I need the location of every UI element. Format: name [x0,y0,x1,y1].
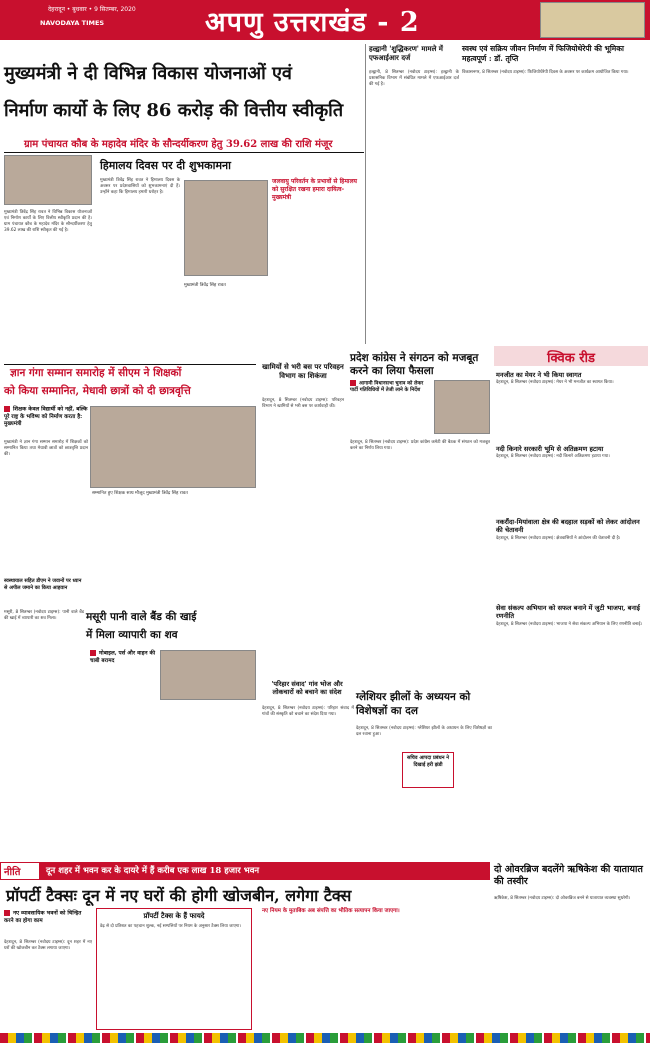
quick-item-1-head: मनजीत का मेयर ने भी किया स्वागत [496,371,582,379]
gyan-headline-2: को किया सम्मानित, मेधावी छात्रों को दी छात्रवृत्ति [4,385,191,397]
quick-item-3-body: देहरादून, 8 सितम्बर (नवोदय टाइम्स): क्षेत्रवासियों ने आंदोलन की चेतावनी दी है। [496,536,621,541]
neeti-label: नीति [4,867,21,878]
mussoorie-side-2-text: मोबाइल, पर्स और वाहन की चाबी बरामद [90,650,156,664]
property-box-body: डेढ़ से दो प्रतिशत का पहचान शुल्क, नई सम्पत्तियों पर नियम के अनुसार टैक्स लिया जाएगा। [100,924,242,929]
bullet-icon [350,380,356,386]
parihar-body: देहरादून, 8 सितम्बर (नवोदय टाइम्स): परिहार संवाद में गांवों की संस्कृति को बचाने का संदेश दिया गया। [262,706,354,717]
shuddhikaran-headline: हल्द्वानी 'शुद्धिकरण' मामले में एफआईआर दर्ज [369,44,443,62]
divider [4,152,364,153]
gyan-side-text: शिक्षक केवल विद्यार्थी को नहीं, बल्कि पूरे राष्ट्र के भविष्य को निर्माण करता है: मुख्यमंत्री [4,406,88,427]
himalaya-headline: हिमालय दिवस पर दी शुभकामना [100,159,231,172]
masthead-date: देहरादून • बुधवार • 9 सितम्बर, 2020 [48,6,136,13]
quick-item-2-head: नदी किनारे सरकारी भूमि से अतिक्रमण हटाया [496,445,604,453]
physio-body: विकासनगर, 8 सितम्बर (नवोदय टाइम्स): फिजियोथेरेपी दिवस के अवसर पर कार्यक्रम आयोजित किया गया। [462,70,629,75]
himalaya-subhead: जलवायु परिवर्तन के प्रभावों से हिमालय को सुरक्षित रखना हमारा दायित्व-मुख्यमंत्री [272,178,358,201]
bullet-icon [90,650,96,656]
congress-side [350,380,430,394]
himalaya-body: मुख्यमंत्री त्रिवेंद्र सिंह रावत ने हिमालय दिवस के अवसर पर प्रदेशवासियों को शुभकामनाएं दी हैं। उन्होंने कहा कि हिमालय हमारी धरोहर है। [100,178,180,195]
khamiyon-body: देहरादून, 8 सितम्बर (नवोदय टाइम्स): परिवहन विभाग ने खामियों से भरी बस पर कार्यवाही की। [262,398,344,409]
glacier-headline: ग्लेशियर झीलों के अध्ययन को विशेषज्ञों का दल [356,691,471,717]
mussoorie-body: मसूरी, 8 सितम्बर (नवोदय टाइम्स): पानी वाले बैंड की खाई में व्यापारी का शव मिला। [4,610,84,621]
overbridge-body: ऋषिकेश, 8 सितम्बर (नवोदय टाइम्स): दो ओवरब्रिज बनने से यातायात व्यवस्था सुधरेगी। [494,896,631,901]
gyan-body: मुख्यमंत्री ने ज्ञान गंगा सम्मान समारोह में शिक्षकों को सम्मानित किया तथा मेधावी छात्रों को छात्रवृत्ति प्रदान की। [4,440,88,457]
mussoorie-headline-1: मसूरी पानी वाले बैंड की खाई [86,611,197,623]
neeti-body: देहरादून, 8 सितम्बर (नवोदय टाइम्स): दून शहर में नए घरों की खोजबीन कर टैक्स लगाया जाएगा। [4,940,92,951]
quick-item-4-head: सेवा संकल्प अभियान को सफल बनाने में जुटी भाजपा, बनाई रणनीति [496,604,640,620]
neeti-side [4,910,92,925]
mussoorie-side-2 [90,650,160,665]
himalaya-photo-caption: मुख्यमंत्री त्रिवेंद्र सिंह रावत [184,283,226,288]
quick-read-title: क्विक रीड [547,351,595,366]
bullet-icon [4,406,10,412]
congress-headline: प्रदेश कांग्रेस ने संगठन को मजबूत करने का लिया फैसला [350,352,479,377]
neeti-side-text: नए व्यावसायिक भवनों को चिन्हित करने का होगा काम [4,910,82,924]
congress-photo [434,380,490,434]
quick-item-1-body: देहरादून, 8 सितम्बर (नवोदय टाइम्स): मेयर ने भी मनजीत का स्वागत किया। [496,380,614,385]
glacier-callout: सचिव आपदा प्रबंधन ने दिखाई हरी झंडी [402,752,454,788]
quick-item-4-body: देहरादून, 8 सितम्बर (नवोदय टाइम्स): भाजपा ने सेवा संकल्प अभियान के लिए रणनीति बनाई। [496,622,643,627]
mussoorie-side: स्वस्थायाल सहित डीएम ने जवानों पर ध्यान से अपील जमाने का किया आहवान [4,578,82,591]
divider [4,364,256,365]
congress-body: देहरादून, 8 सितम्बर (नवोदय टाइम्स): प्रदेश कांग्रेस कमेटी की बैठक में संगठन को मजबूत करने का निर्णय लिया गया। [350,440,490,451]
lead-headline-1: मुख्यमंत्री ने दी विभिन्न विकास योजनाओं एवं [4,63,292,84]
neeti-banner: दून शहर में भवन कर के दायरे में हैं करीब एक लाख 18 हजार भवन [46,866,260,876]
neeti-quote: नए नियम के मुताबिक अब संपत्ति का भौतिक सत्यापन किया जाएगा। [262,908,400,914]
masthead-logo: NAVODAYA TIMES [40,19,105,27]
lead-subhead: ग्राम पंचायत कौब के महादेव मंदिर के सौन्दर्यीकरण हेतु 39.62 लाख की राशि मंजूर [24,139,333,150]
physio-headline: स्वस्थ एवं सक्रिय जीवन निर्माण में फिजियोथेरेपी की भूमिका महत्वपूर्ण : डॉ. तृप्ति [462,44,624,63]
masthead-temple-image [540,2,645,38]
glacier-body: देहरादून, 8 सितम्बर (नवोदय टाइम्स): ग्लेशियर झीलों के अध्ययन के लिए विशेषज्ञों का दल रवाना हुआ। [356,726,492,737]
congress-side-text: आगामी विधानसभा चुनाव को लेकर पार्टी गतिविधियों में तेजी लाने के निर्देश [350,380,424,393]
lead-photo [4,155,92,205]
mussoorie-photo [160,650,256,700]
masthead-title: अपणु उत्तराखंड - 2 [205,7,420,38]
lead-body: मुख्यमंत्री त्रिवेंद्र सिंह रावत ने विभिन्न विकास योजनाओं एवं निर्माण कार्यों के लिए वित्तीय स्वीकृति प्रदान की है। ग्राम पंचायत कौब के महादेव मंदिर के सौन्दर्यीकरण हेतु 39.62 लाख की राशि स्वीकृत की गई है। [4,210,92,233]
gyan-photo-caption: सम्मानित हुए शिक्षक साथ मौजूद मुख्यमंत्री त्रिवेंद्र सिंह रावत [92,491,188,496]
bullet-icon [4,910,10,916]
quick-item-3-head: नकरौंदा-मियांवाला क्षेत्र की बदहाल सड़कों को लेकर आंदोलन की चेतावनी [496,518,640,534]
footer-color-stripe [0,1033,650,1043]
column-divider [365,44,366,344]
neeti-headline: प्रॉपर्टी टैक्सः दून में नए घरों की होगी खोजबीन, लगेगा टैक्स [6,886,352,905]
gyan-headline-1: ज्ञान गंगा सम्मान समारोह में सीएम ने शिक्षकों [10,367,182,379]
himalaya-photo [184,180,268,276]
khamiyon-headline: खामियों से भरी बस पर परिवहन विभाग का शिकंजा [262,362,344,380]
shuddhikaran-body: हल्द्वानी, 8 सितम्बर (नवोदय टाइम्स): हल्द्वानी के प्रशासनिक विभाग में संबंधित मामले में एफआईआर दर्ज की गई है। [369,70,459,87]
overbridge-headline: दो ओवरब्रिज बदलेंगे ऋषिकेश की यातायात की तस्वीर [494,864,643,887]
property-box-title: प्रॉपर्टी टैक्स के हैं फायदे [143,911,205,920]
gyan-side [4,406,88,428]
lead-headline-2: निर्माण कार्यो के लिए 86 करोड़ की वित्तीय स्वीकृति [4,100,344,121]
mussoorie-headline-2: में मिला व्यापारी का शव [86,629,178,641]
gyan-photo [90,406,256,488]
parihar-headline: 'परिहार संवाद' गांव भोज और लोकचारों को बचाने का संदेश [271,680,343,696]
quick-item-2-body: देहरादून, 8 सितम्बर (नवोदय टाइम्स): नदी किनारे अतिक्रमण हटाया गया। [496,454,610,459]
